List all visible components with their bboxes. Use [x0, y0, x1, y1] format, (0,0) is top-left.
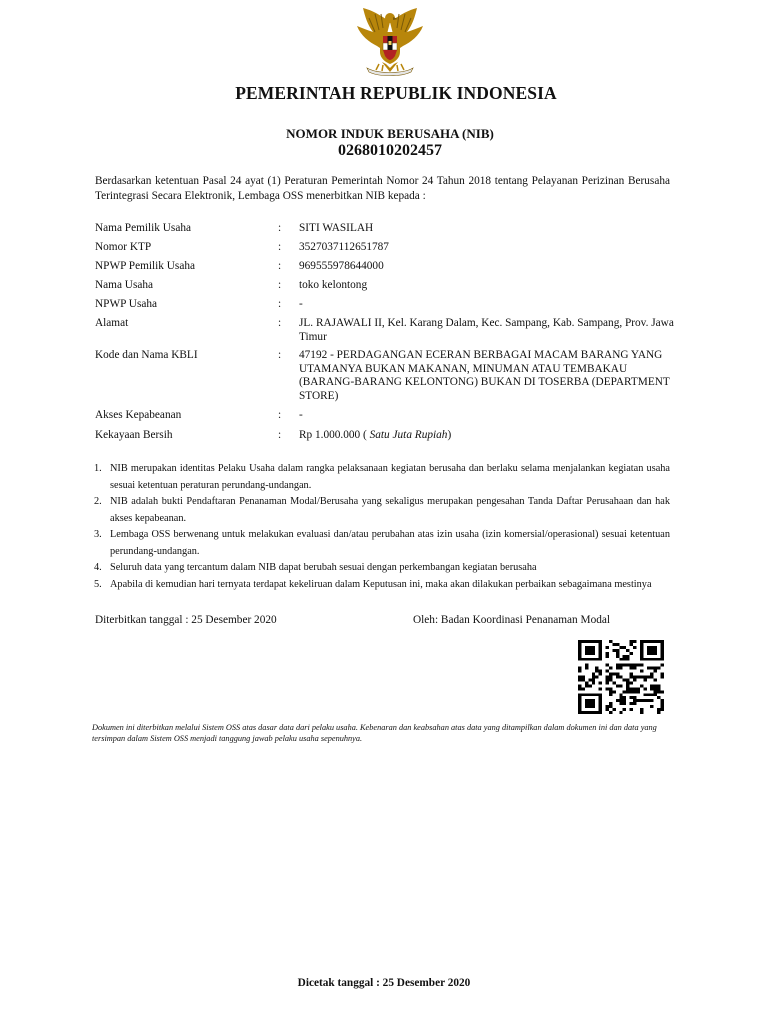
field-label: NPWP Pemilik Usaha — [95, 260, 195, 272]
field-colon: : — [278, 349, 282, 361]
disclaimer: Dokumen ini diterbitkan melalui Sistem OSS atas dasar data dari pelaku usaha. Kebenaran dan keabsahan atas data yang ditampilkan dalam dokumen ini dan data yang tersimpan dalam Sistem OSS menjadi tanggung jawab pelaku usaha sepenuhnya. — [92, 723, 657, 743]
field-colon: : — [278, 279, 282, 291]
field-value: 3527037112651787 — [299, 241, 389, 253]
field-colon: : — [278, 260, 282, 272]
printed-date: Dicetak tanggal : 25 Desember 2020 — [297, 977, 471, 989]
list-item-number: 3. — [94, 529, 102, 540]
field-value-amount: Rp 1.000.000 ( — [299, 429, 367, 441]
field-label: Nomor KTP — [95, 241, 152, 253]
field-colon: : — [278, 409, 282, 421]
field-value-words: Satu Juta Rupiah — [369, 429, 448, 441]
nib-label: NOMOR INDUK BERUSAHA (NIB) — [286, 126, 494, 141]
field-value: JL. RAJAWALI II, Kel. Karang Dalam, Kec. Sampang, Kab. Sampang, Prov. Jawa Timur — [299, 317, 674, 343]
field-label: Kode dan Nama KBLI — [95, 349, 198, 361]
field-value: 47192 - PERDAGANGAN ECERAN BERBAGAI MACAM BARANG YANG UTAMANYA BUKAN MAKANAN, MINUMAN ATAU TEMBAKAU (BARANG-BARANG KELONTONG) BUKAN DI TOSERBA (DEPARTMENT STORE) — [299, 349, 670, 402]
field-label: Nama Usaha — [95, 279, 154, 291]
garuda-emblem-icon — [349, 6, 431, 78]
list-item-number: 5. — [94, 578, 102, 590]
field-colon: : — [278, 298, 282, 310]
list-item-number: 2. — [94, 496, 102, 507]
list-item — [94, 577, 670, 594]
list-item — [94, 527, 670, 560]
list-item-text: Apabila di kemudian hari ternyata terdapat kekeliruan dalam Keputusan ini, maka akan dilakukan perbaikan sebagaimana mestinya — [110, 578, 652, 590]
list-item — [94, 494, 670, 527]
list-item-number: 4. — [94, 562, 102, 573]
field-label: Alamat — [95, 317, 129, 329]
field-label: Nama Pemilik Usaha — [95, 222, 192, 234]
field-label: Kekayaan Bersih — [95, 429, 173, 441]
field-colon: : — [278, 317, 282, 329]
field-colon: : — [278, 429, 282, 441]
issuer: Oleh: Badan Koordinasi Penanaman Modal — [413, 614, 611, 626]
notes-list — [94, 461, 670, 593]
issued-date: Diterbitkan tanggal : 25 Desember 2020 — [95, 614, 277, 626]
field-colon: : — [278, 241, 282, 253]
field-value-suffix: ) — [447, 429, 452, 441]
field-label: NPWP Usaha — [95, 298, 158, 310]
nib-number: 0268010202457 — [338, 142, 442, 159]
field-value: - — [299, 298, 303, 310]
list-item-number: 1. — [94, 463, 102, 474]
list-item-text: NIB merupakan identitas Pelaku Usaha dalam rangka pelaksanaan kegiatan berusaha dan berlaku selama menjalankan kegiatan usaha sesuai ketentuan peraturan perundang-undangan. — [110, 463, 670, 491]
field-label: Akses Kepabeanan — [95, 409, 182, 421]
list-item — [94, 560, 670, 577]
qr-code-icon — [578, 640, 664, 714]
list-item-text: Seluruh data yang tercantum dalam NIB dapat berubah sesuai dengan perkembangan kegiatan berusaha — [110, 562, 537, 573]
list-item — [94, 461, 670, 494]
list-item-text: NIB adalah bukti Pendaftaran Penanaman Modal/Berusaha yang sekaligus merupakan pengesahan Tanda Daftar Perusahaan dan hak akses kepabeanan. — [110, 496, 670, 524]
field-value: toko kelontong — [299, 279, 368, 291]
intro-paragraph: Berdasarkan ketentuan Pasal 24 ayat (1) Peraturan Pemerintah Nomor 24 Tahun 2018 tentang Pelayanan Perizinan Berusaha Terintegrasi Secara Elektronik, Lembaga OSS menerbitkan NIB kepada : — [95, 175, 670, 202]
field-value — [299, 429, 675, 443]
field-value: 969555978644000 — [299, 260, 384, 272]
field-value: - — [299, 409, 303, 421]
field-colon: : — [278, 222, 282, 234]
field-value: SITI WASILAH — [299, 222, 374, 234]
document-title: PEMERINTAH REPUBLIK INDONESIA — [235, 83, 557, 103]
list-item-text: Lembaga OSS berwenang untuk melakukan evaluasi dan/atau perubahan atas izin usaha (izin komersial/operasional) sesuai ketentuan perundang-undangan. — [110, 529, 670, 557]
